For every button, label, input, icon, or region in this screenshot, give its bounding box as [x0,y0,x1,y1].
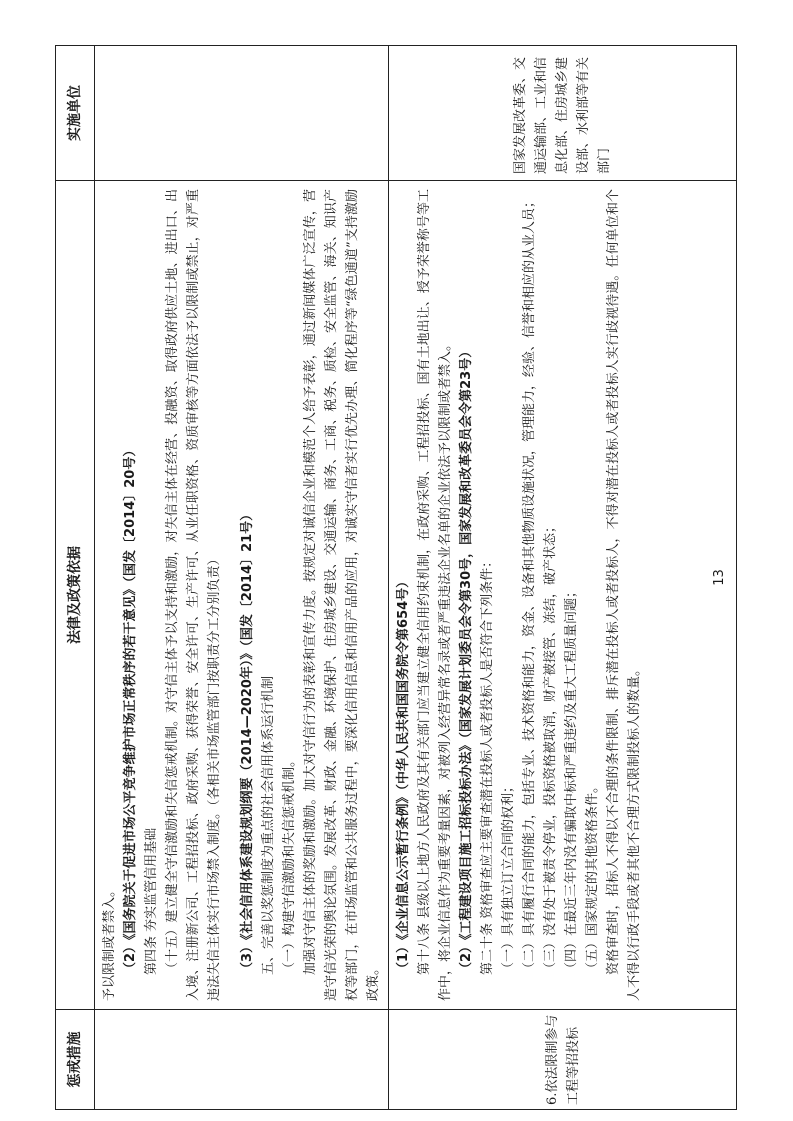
list-item: （五）国家规定的其他资格条件。 [585,779,600,975]
policy-table [55,45,737,1110]
article-body: （十五）建立健全守信激励和失信惩戒机制。对守信主体予以支持和激励，对失信主体在经营、投融资、取得政府供应土地、进出口、出入境、注册新公司、工程招投标、政府采购、获得荣誉、安全许可、生产许可、从业任职资格、资质审核等方面依法予以限制或禁止，对严重违法失信主体实行市场禁入制度。（各相关市场监管部门按职责分工分别负责） [165,189,222,1001]
article-heading: 五、完善以奖惩制度为重点的社会信用体系运行机制 [261,675,276,975]
article-body: 加强对守信主体的奖励和激励。加大对守信行为的表彰和宣传力度。按规定对诚信企业和模范个人给予表彰，通过新闻媒体广泛宣传，营造守信光荣的舆论氛围。发展改革、财政、金融、环境保护、住房城乡建设、交通运输、商务、工商、税务、质检、安全监管、海关、知识产权等部门，在市场监管和公共服务过程中，要深化信用信息和信用产品的应用，对诚实守信者实行优先办理、简化程序等“绿色通道”支持激励政策。 [303,189,381,1001]
list-item: （三）没有处于被责令停业，投标资格被取消，财产被接管、冻结，破产状态； [543,519,558,975]
article-body: 第二十条 资格审查应主要审查潜在投标人或者投标人是否符合下列条件： [480,554,495,975]
list-item: （一）具有独立订立合同的权利； [501,779,516,975]
header-measure: 惩戒措施 [56,1010,95,1110]
basis-lead: 予以限制或者禁入。 [102,883,117,1001]
table-header-row [56,46,95,1110]
source-title: （3）《社会信用体系建设规划纲要（2014—2020年）》（国发〔2014〕21号） [240,507,255,975]
table-row [95,46,389,1110]
page-number: 13 [711,569,727,586]
basis-cell [95,181,389,1010]
article-body: 第十八条 县级以上地方人民政府及其有关部门应当建立健全信用约束机制，在政府采购、工程招投标、国有土地出让、授予荣誉称号等工作中，将企业信息作为重要考量因素，对被列入经营异常名录或者严重违法企业名单的企业依法予以限制或者禁入。 [417,189,453,1001]
article-heading: （一）构建守信激励和失信惩戒机制。 [282,753,297,975]
unit-cell: 国家发展改革委、交通运输部、工业和信息化部、住房城乡建设部、水利部等有关部门 [389,46,737,181]
article-heading: 第四条 夯实监管信用基础 [144,827,159,975]
header-basis: 法律及政策依据 [56,181,95,1010]
rotated-table-page [55,45,737,1110]
basis-cell [389,181,737,1010]
source-title: （1）《企业信息公示暂行条例》（中华人民共和国国务院令第654号） [396,574,411,975]
article-body: 资格审查时，招标人不得以不合理的条件限制、排斥潜在投标人或者投标人，不得对潜在投标人或者投标人实行歧视待遇。任何单位和个人不得以行政手段或者其他不合理方式限制投标人的数量。 [606,189,642,1001]
table-row [389,46,737,1110]
header-unit: 实施单位 [56,46,95,181]
unit-cell [95,46,389,181]
measure-cell: 6.依法限制参与工程等招投标 [389,1010,737,1110]
source-title: （2）《工程建设项目施工招标投标办法》（国家发展计划委员会令第30号，国家发展和改革委员会令第23号） [459,344,474,975]
list-item: （四）在最近三年内没有骗取中标和严重违约及重大工程质量问题； [564,584,579,975]
measure-cell-empty [95,1010,389,1110]
source-title: （2）《国务院关于促进市场公平竞争维护市场正常秩序的若干意见》（国发〔2014〕20号） [123,443,138,975]
list-item: （二）具有履行合同的能力，包括专业、技术资格和能力，资金、设备和其他物质设施状况，管理能力，经验、信誉和相应的从业人员； [522,194,537,975]
